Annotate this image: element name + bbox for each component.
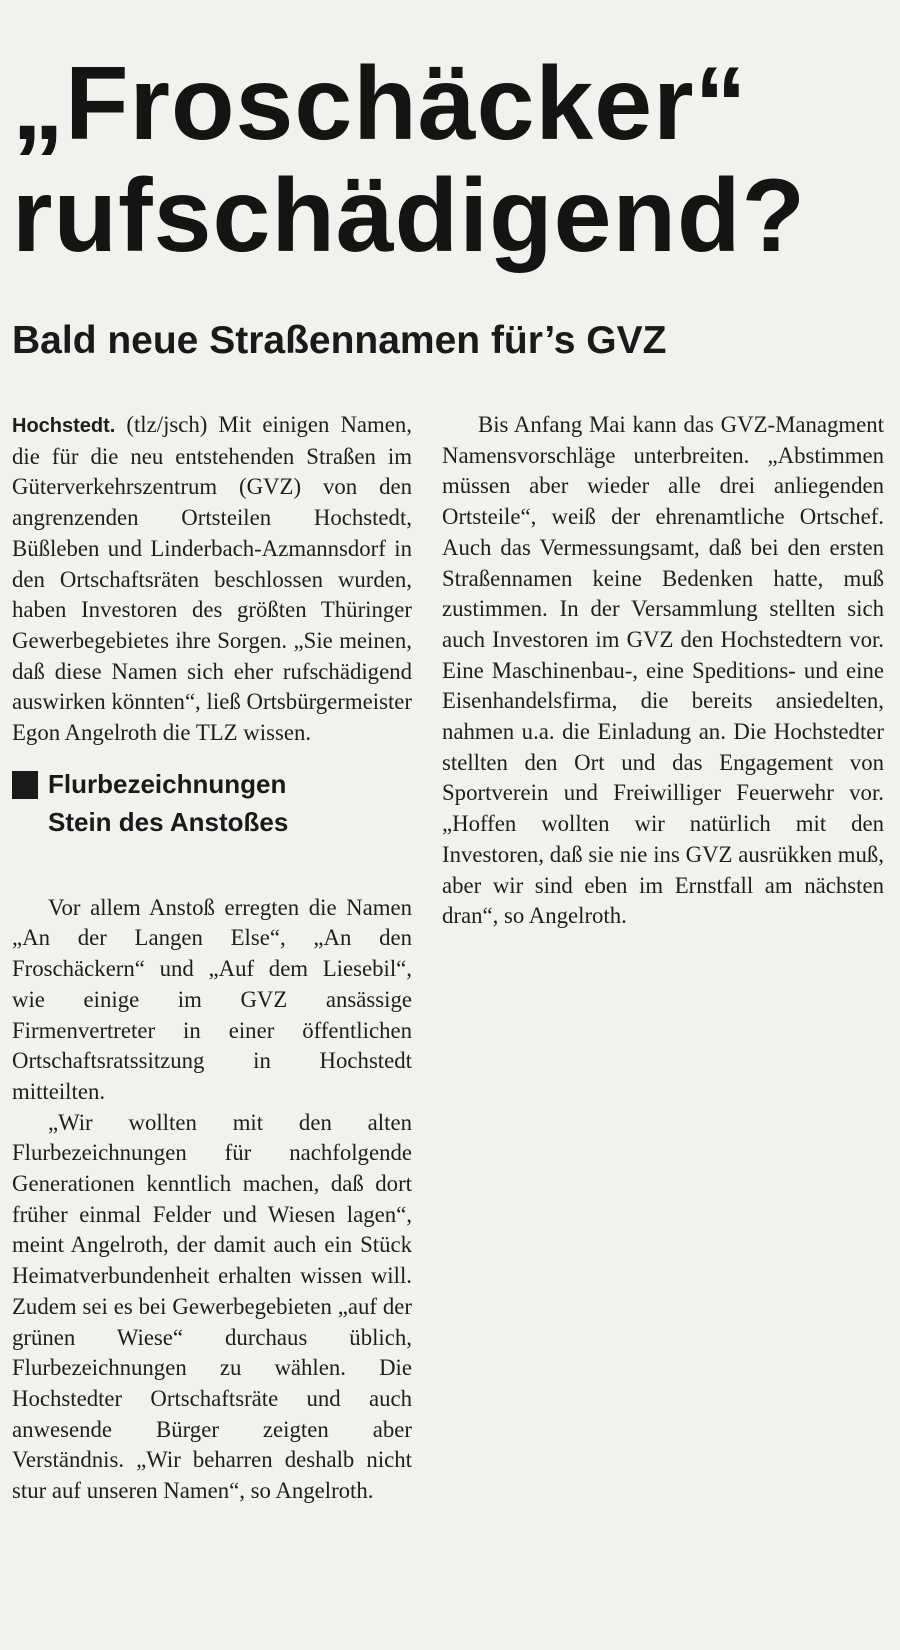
dateline: Hochstedt. <box>12 415 116 437</box>
headline <box>12 48 892 272</box>
crosshead-square-icon <box>12 771 38 799</box>
headline-line-2: rufschädigend? <box>12 158 807 274</box>
paragraph-2: Vor allem Anstoß erregten die Namen „An der Langen Else“, „An den Froschäckern“ und „Auf dem Liesebil“, wie einige im GVZ ansässige Firmenvertreter in einer öffentlichen Ortschaftsratssitzung in Hochstedt mitteilten. <box>12 894 412 1104</box>
paragraph-3: „Wir wollten mit den alten Flurbezeichnungen für nachfolgende Generationen kenntlich machen, daß dort früher einmal Felder und Wiesen lagen“, meint Angelroth, der damit auch ein Stück Heimatverbundenheit erhalten wissen will. Zudem sei es bei Gewerbegebieten „auf der grünen Wiese“ durchaus üblich, Flurbezeichnungen zu wählen. Die Hochstedter Ortschaftsräte und auch anwesende Bürger zeigten aber Verständnis. „Wir beharren deshalb nicht stur auf unseren Namen“, so Angelroth. <box>12 1109 412 1504</box>
crosshead-line-1: Flurbezeichnungen <box>48 768 287 799</box>
article-column-left <box>12 410 412 1507</box>
lead-text: (tlz/jsch) Mit einigen Namen, die für die neu entstehenden Straßen im Güterverkehrszentrum (GVZ) von den angrenzenden Ortsteilen Hochstedt, Büßleben und Linderbach-Azmannsdorf in den Ortschaftsräten beschlossen wurden, haben Investoren des größten Thüringer Gewerbegebietes ihre Sorgen. „Sie meinen, daß diese Namen sich eher rufschädigend auswirken könnten“, ließ Ortsbürgermeister Egon Angelroth die TLZ wissen. <box>12 412 412 746</box>
crosshead <box>12 765 412 841</box>
article-column-right <box>442 410 884 932</box>
subheadline: Bald neue Straßennamen für’s GVZ <box>12 319 667 362</box>
paragraph-4: Bis Anfang Mai kann das GVZ-Managment Namensvorschläge unterbreiten. „Abstimmen müssen aber wieder alle drei anliegenden Ortsteile“, weiß der ehrenamtliche Ortschef. Auch das Vermessungsamt, daß bei den ersten Straßennamen keine Bedenken hatte, muß zustimmen. In der Versammlung stellten sich auch Investoren im GVZ den Hochstedtern vor. Eine Maschinenbau-, eine Speditions- und eine Eisenhandelsfirma, die bereits ansiedelten, nahmen u.a. die Einladung an. Die Hochstedter stellten den Ort und das Engagement von Sportverein und Freiwilliger Feuerwehr vor. „Hoffen wollten wir natürlich mit den Investoren, daß sie nie ins GVZ ausrükken muß, aber wir sind eben im Ernstfall am nächsten dran“, so Angelroth. <box>442 412 884 929</box>
headline-line-1: „Froschäcker“ <box>12 46 748 162</box>
crosshead-line-2: Stein des Anstoßes <box>48 806 289 837</box>
lead-paragraph <box>12 410 412 749</box>
